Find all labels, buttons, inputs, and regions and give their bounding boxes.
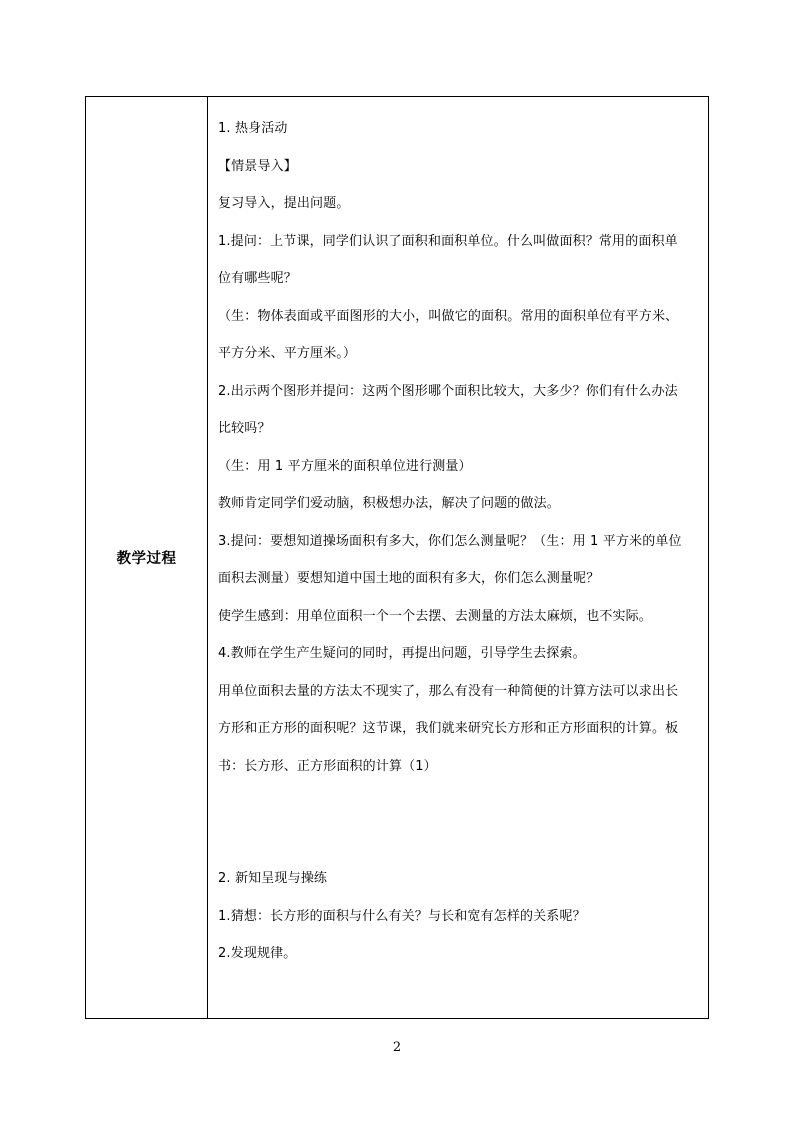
content-line: 2. 新知呈现与操练	[218, 871, 328, 886]
content-line: 用单位面积去量的方法太不现实了，那么有没有一种简便的计算方法可以求出长	[218, 683, 679, 699]
content-line: 书：长方形、正方形面积的计算（1）	[218, 758, 437, 774]
content-line: 3.提问：要想知道操场面积有多大，你们怎么测量呢？（生：用 1 平方米的单位	[218, 533, 682, 549]
content-line: 2.发现规律。	[218, 946, 297, 961]
content-line: 位有哪些呢？	[218, 271, 297, 286]
blank-line	[218, 785, 702, 823]
content-line: （生：用 1 平方厘米的面积单位进行测量）	[218, 458, 472, 474]
content-line: （生：物体表面或平面图形的大小，叫做它的面积。常用的面积单位有平方米、	[218, 308, 679, 324]
content-line: 【情景导入】	[218, 158, 297, 174]
label-cell	[86, 97, 208, 1018]
lesson-table	[85, 96, 709, 1019]
content-line: 面积去测量）要想知道中国土地的面积有多大，你们怎么测量呢？	[218, 571, 600, 586]
content-line: 方形和正方形的面积呢？这节课，我们就来研究长方形和正方形面积的计算。板	[218, 721, 679, 736]
content-line: 1.提问：上节课，同学们认识了面积和面积单位。什么叫做面积？常用的面积单	[218, 233, 678, 249]
content-line: 1.猜想：长方形的面积与什么有关？与长和宽有怎样的关系呢？	[218, 908, 586, 924]
content-line: 复习导入，提出问题。	[218, 196, 350, 211]
content-line: 比较吗？	[218, 421, 271, 436]
content-cell	[208, 97, 708, 1018]
content-line: 使学生感到：用单位面积一个一个去摆、去测量的方法太麻烦，也不实际。	[218, 608, 652, 624]
content-line: 2.出示两个图形并提问：这两个图形哪个面积比较大，大多少？你们有什么办法	[218, 383, 678, 399]
blank-line	[218, 823, 702, 861]
section-label: 教学过程	[116, 551, 177, 567]
content-line: 平方分米、平方厘米。）	[218, 346, 357, 361]
page-number: 2	[392, 1040, 402, 1055]
content-line: 4.教师在学生产生疑问的同时，再提出问题，引导学生去探索。	[218, 646, 586, 661]
content-line: 教师肯定同学们爱动脑，积极想办法，解决了问题的做法。	[218, 496, 560, 511]
content-line: 1. 热身活动	[218, 121, 288, 136]
